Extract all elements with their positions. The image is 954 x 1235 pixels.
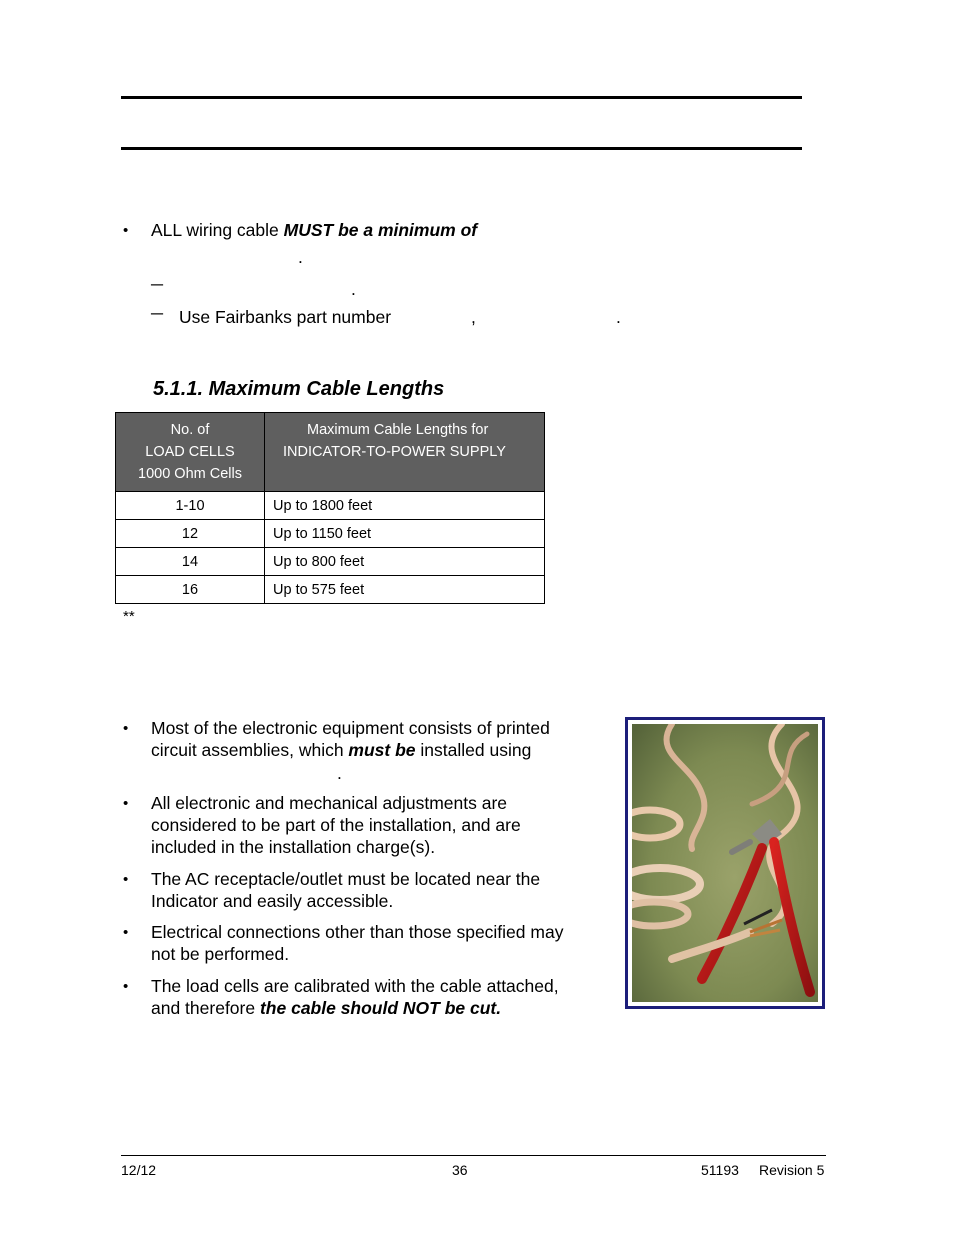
sub-item-1-text: . bbox=[351, 279, 356, 299]
wiring-cable-item-line2: . bbox=[298, 247, 303, 267]
table-cell-count: 1-10 bbox=[116, 492, 265, 520]
table-cell-length: Up to 800 feet bbox=[265, 548, 545, 576]
footer-revision: Revision 5 bbox=[759, 1162, 825, 1178]
cable-pliers-photo bbox=[625, 717, 825, 1009]
sub-item-2-comma: , bbox=[471, 307, 476, 327]
note-adjustments-line2: considered to be part of the installation, and are bbox=[151, 815, 521, 835]
table-row bbox=[116, 520, 545, 548]
note-receptacle-line2: Indicator and easily accessible. bbox=[151, 891, 394, 911]
bullet-icon: • bbox=[123, 924, 129, 941]
footer-date: 12/12 bbox=[121, 1162, 157, 1178]
table-header-load-cells: No. of LOAD CELLS 1000 Ohm Cells bbox=[116, 413, 265, 492]
footer-rule bbox=[121, 1155, 826, 1156]
footer-doc-number: 51193 bbox=[701, 1162, 739, 1178]
sub-item-2-end: . bbox=[616, 307, 621, 327]
note-connections-line2: not be performed. bbox=[151, 944, 290, 964]
note-pcb-line1: Most of the electronic equipment consists of printed bbox=[151, 718, 550, 738]
bullet-icon: • bbox=[123, 222, 129, 239]
note-receptacle-line1: The AC receptacle/outlet must be located near the bbox=[151, 869, 541, 889]
table-cell-length: Up to 575 feet bbox=[265, 576, 545, 604]
note-pcb-line2: circuit assemblies, which must be installed using bbox=[151, 740, 532, 760]
note-adjustments-line1: All electronic and mechanical adjustments are bbox=[151, 793, 508, 813]
dash-icon: ─ bbox=[151, 275, 164, 294]
wiring-cable-item: ALL wiring cable MUST be a minimum of bbox=[151, 220, 478, 240]
section-heading: 5.1.1. Maximum Cable Lengths bbox=[153, 378, 445, 400]
table-note-marker: ** bbox=[123, 608, 135, 625]
note-adjustments-line3: included in the installation charge(s). bbox=[151, 837, 436, 857]
cable-length-table bbox=[115, 412, 545, 604]
note-loadcell-line1: The load cells are calibrated with the cable attached, bbox=[151, 976, 559, 996]
header-rule-top bbox=[121, 96, 802, 99]
table-header-max-length: Maximum Cable Lengths for INDICATOR-TO-POWER SUPPLY bbox=[265, 413, 545, 492]
bullet-icon: • bbox=[123, 795, 129, 812]
table-row bbox=[116, 548, 545, 576]
emphasis-text: must be bbox=[348, 740, 416, 760]
dash-icon: ─ bbox=[151, 304, 164, 323]
table-cell-length: Up to 1150 feet bbox=[265, 520, 545, 548]
table-cell-count: 16 bbox=[116, 576, 265, 604]
table-header-row bbox=[116, 413, 545, 492]
table-row bbox=[116, 492, 545, 520]
page-number: 36 bbox=[452, 1162, 468, 1178]
table-cell-length: Up to 1800 feet bbox=[265, 492, 545, 520]
table-cell-count: 14 bbox=[116, 548, 265, 576]
note-loadcell-line2: and therefore the cable should NOT be cut. bbox=[151, 998, 502, 1018]
emphasis-text: the cable should NOT be cut. bbox=[259, 998, 502, 1018]
note-connections-line1: Electrical connections other than those specified may bbox=[151, 922, 564, 942]
bullet-icon: • bbox=[123, 978, 129, 995]
table-row bbox=[116, 576, 545, 604]
bullet-icon: • bbox=[123, 871, 129, 888]
note-pcb-line3: . bbox=[337, 763, 342, 783]
header-rule-bottom bbox=[121, 147, 802, 150]
table-cell-count: 12 bbox=[116, 520, 265, 548]
emphasis-text: MUST be a minimum of bbox=[283, 220, 478, 240]
cable-pliers-icon bbox=[632, 724, 818, 1002]
sub-item-2-text: Use Fairbanks part number bbox=[179, 307, 392, 327]
bullet-icon: • bbox=[123, 720, 129, 737]
